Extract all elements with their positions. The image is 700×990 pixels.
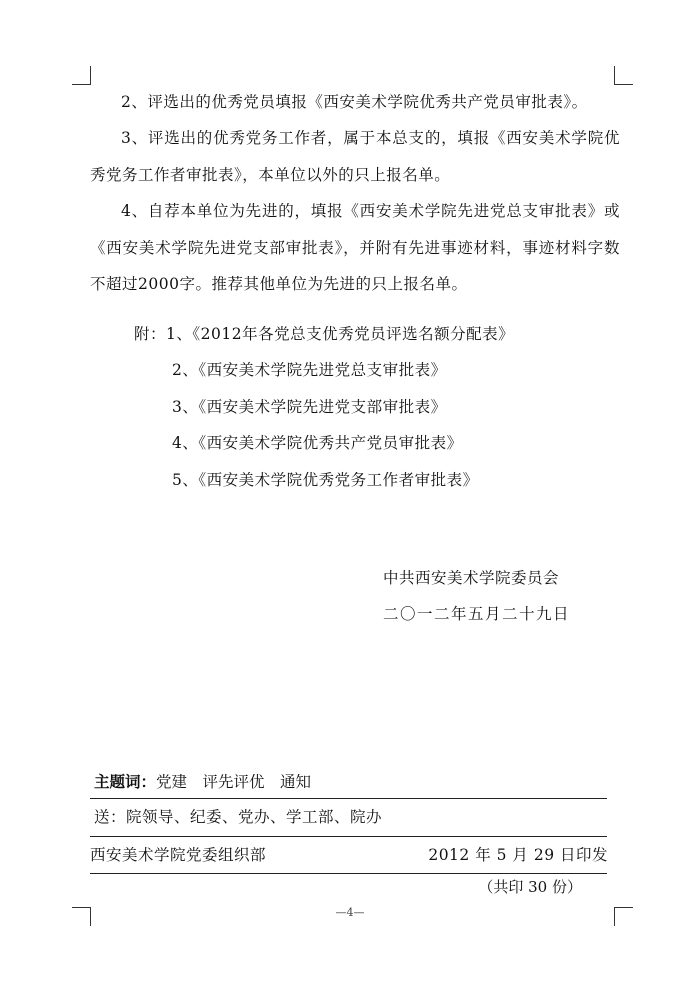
attachment-item-5: 5、《西安美术学院优秀党务工作者审批表》	[172, 471, 479, 489]
divider-line	[90, 873, 607, 874]
print-copies: （共印 30 份）	[478, 878, 582, 896]
body-paragraph-2: 2、评选出的优秀党员填报《西安美术学院优秀共产党员审批表》。	[121, 93, 588, 111]
issue-date: 2012 年 5 月 29 日印发	[428, 846, 608, 864]
distribution-list: 送：院领导、纪委、党办、学工部、院办	[94, 808, 383, 826]
issuing-department: 西安美术学院党委组织部	[90, 846, 267, 864]
attachment-item-2: 2、《西安美术学院先进党总支审批表》	[172, 361, 447, 379]
signature-date: 二〇一二年五月二十九日	[383, 605, 571, 623]
page-number: —4—	[335, 906, 365, 919]
attachment-label: 附：	[134, 325, 167, 343]
divider-line	[90, 798, 607, 799]
body-paragraph-3: 3、评选出的优秀党务工作者，属于本总支的，填报《西安美术学院优秀党务工作者审批表》，本单位以外的只上报名单。	[90, 129, 620, 184]
signature-organization: 中共西安美术学院委员会	[383, 569, 560, 587]
attachment-item-3: 3、《西安美术学院先进党支部审批表》	[172, 398, 447, 416]
crop-mark-top-left	[72, 66, 91, 85]
subject-terms-line	[94, 770, 311, 792]
attachment-item-1	[134, 324, 514, 344]
divider-line	[90, 836, 607, 837]
subject-label: 主题词：	[94, 773, 157, 791]
crop-mark-top-right	[614, 66, 633, 85]
body-paragraph-4: 4、自荐本单位为先进的，填报《西安美术学院先进党总支审批表》或《西安美术学院先进党支部审批表》，并附有先进事迹材料，事迹材料字数不超过2000字。推荐其他单位为先进的只上报名单。	[90, 202, 620, 293]
attachment-item-4: 4、《西安美术学院优秀共产党员审批表》	[172, 434, 463, 452]
attachment-item-1-text: 1、《2012年各党总支优秀党员评选名额分配表》	[166, 325, 515, 343]
subject-terms: 党建 评先评优 通知	[156, 773, 312, 791]
